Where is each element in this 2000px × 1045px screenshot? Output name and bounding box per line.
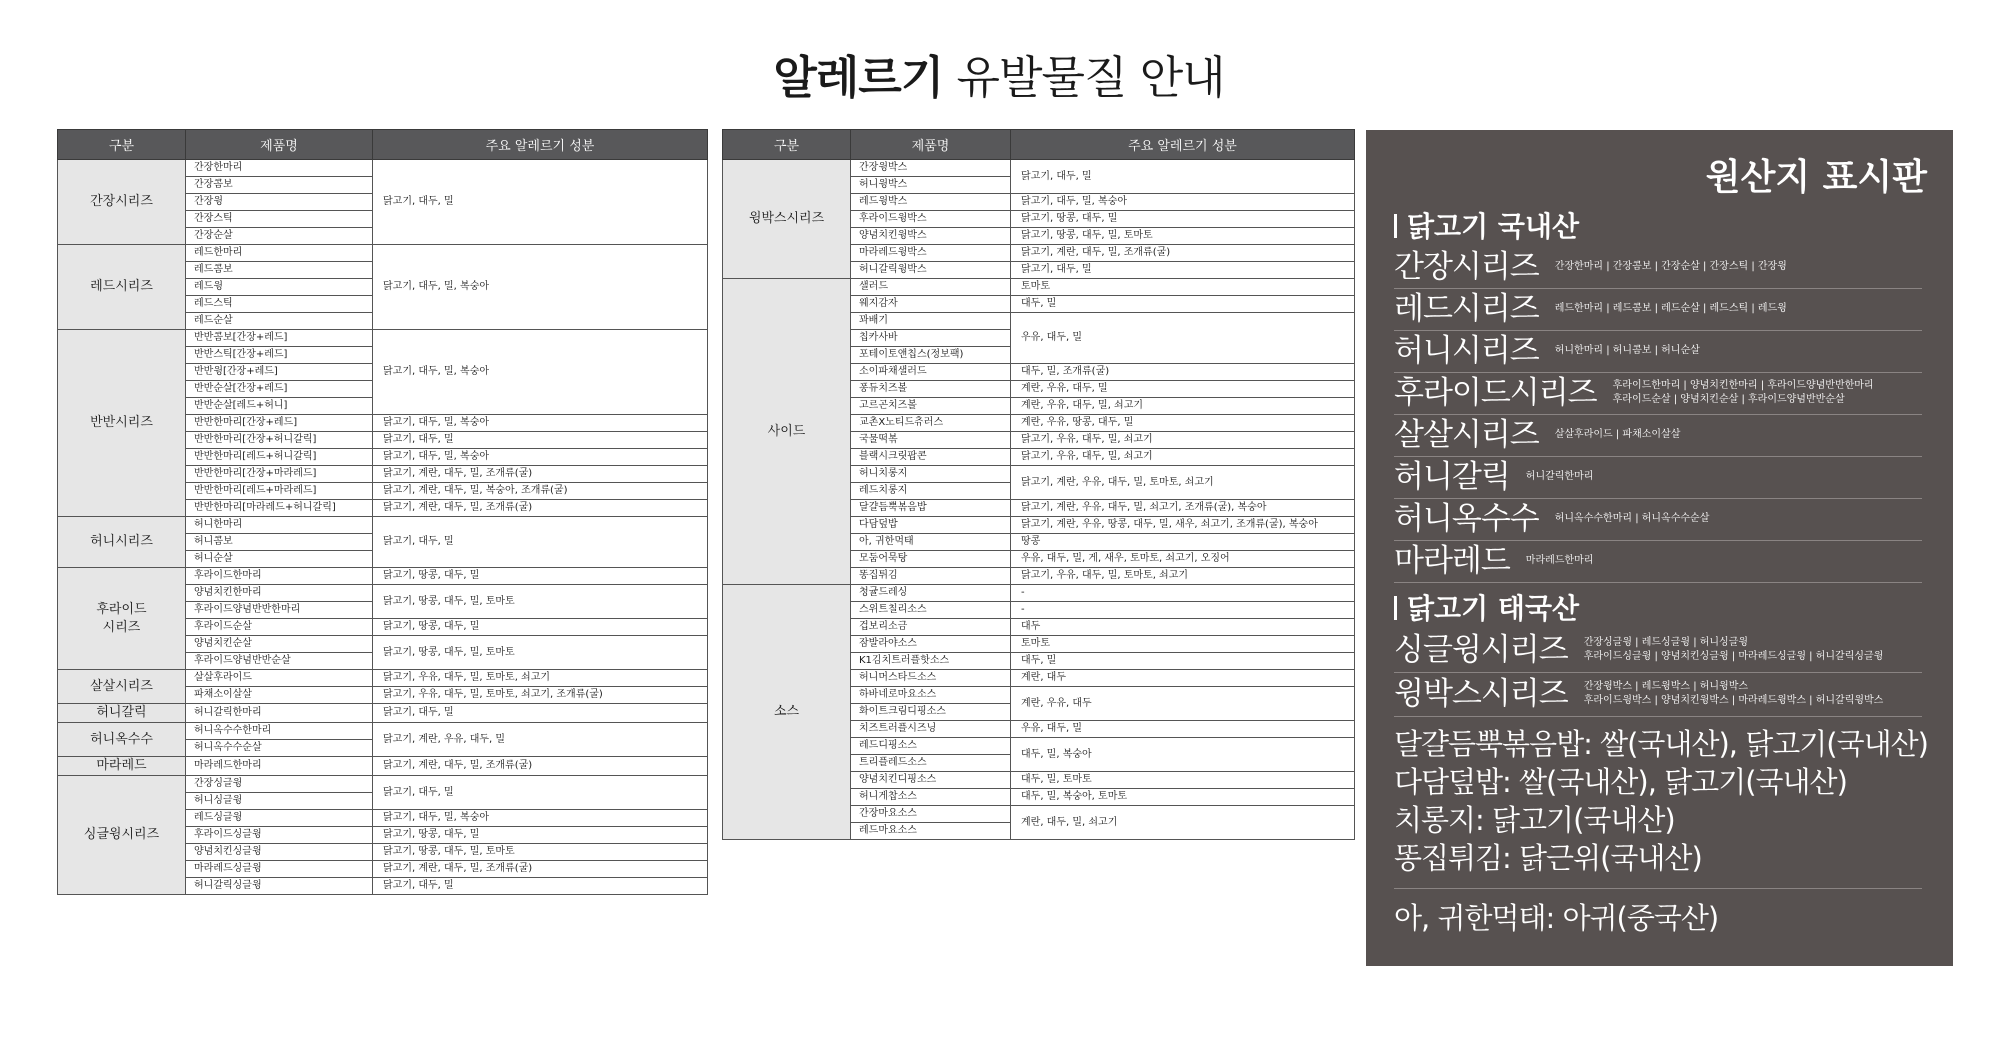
- allergen-cell: 토마토: [1011, 279, 1355, 296]
- allergen-cell: 닭고기, 우유, 대두, 밀, 쇠고기: [1011, 432, 1355, 449]
- product-cell: 반반한마리[레드+마라레드]: [186, 483, 373, 500]
- product-cell: 꽈배기: [851, 313, 1011, 330]
- origin-row: [1394, 414, 1922, 457]
- origin-series-items: [1555, 302, 1787, 316]
- origin-series-items: [1613, 379, 1874, 407]
- table-header-row: [723, 130, 1355, 160]
- allergen-cell: 대두: [1011, 619, 1355, 636]
- category-cell: 간장시리즈: [58, 160, 186, 245]
- origin-panel: [1366, 130, 1953, 966]
- product-cell: 허니옥수수순살: [186, 740, 373, 757]
- origin-row: [1394, 288, 1922, 331]
- product-cell: 레드스틱: [186, 296, 373, 313]
- origin-series-items: [1526, 554, 1594, 568]
- origin-series-name: 허니갈릭: [1394, 459, 1510, 495]
- product-cell: 모둠어묵탕: [851, 551, 1011, 568]
- product-cell: 후라이드양념반반한마리: [186, 602, 373, 619]
- table-row: [723, 160, 1355, 177]
- category-cell: 살살시리즈: [58, 670, 186, 704]
- origin-last-line: 아, 귀한먹태: 아귀(중국산): [1394, 901, 1719, 935]
- origin-series-name: 마라레드: [1394, 543, 1510, 579]
- product-cell: 살살후라이드: [186, 670, 373, 687]
- origin-item-line: 후라이드윙박스 | 양념치킨윙박스 | 마라레드윙박스 | 허니갈릭윙박스: [1583, 695, 1884, 706]
- header-allergen: 주요 알레르기 성분: [1011, 130, 1355, 160]
- header-product: 제품명: [851, 130, 1011, 160]
- origin-item-line: 후라이드한마리 | 양념치킨한마리 | 후라이드양념반반한마리: [1612, 380, 1874, 391]
- product-cell: 고르곤치즈볼: [851, 398, 1011, 415]
- allergen-cell: 닭고기, 우유, 대두, 밀, 쇠고기: [1011, 449, 1355, 466]
- product-cell: 허니콤보: [186, 534, 373, 551]
- allergen-cell: 닭고기, 땅콩, 대두, 밀: [373, 827, 708, 844]
- allergen-cell: 닭고기, 땅콩, 대두, 밀, 토마토: [373, 636, 708, 670]
- product-cell: 간장윙: [186, 194, 373, 211]
- category-cell: 마라레드: [58, 757, 186, 776]
- allergen-cell: 닭고기, 대두, 밀: [373, 878, 708, 895]
- header-product: 제품명: [186, 130, 373, 160]
- origin-series-name: 살살시리즈: [1394, 417, 1539, 453]
- category-cell: 사이드: [723, 279, 851, 585]
- allergen-cell: 닭고기, 땅콩, 대두, 밀: [373, 568, 708, 585]
- product-cell: 교촌X노티드츄러스: [851, 415, 1011, 432]
- product-cell: 겁보리소금: [851, 619, 1011, 636]
- origin-row: [1394, 540, 1922, 583]
- allergen-cell: 닭고기, 대두, 밀: [1011, 262, 1355, 279]
- product-cell: 허니순살: [186, 551, 373, 568]
- origin-item-line: 마라레드한마리: [1525, 555, 1594, 566]
- origin-series-name: 레드시리즈: [1394, 291, 1539, 327]
- table-row: [58, 704, 708, 723]
- origin-series-name: 싱글윙시리즈: [1394, 632, 1568, 668]
- product-cell: 후라이드싱글윙: [186, 827, 373, 844]
- product-cell: 트리플레드소스: [851, 755, 1011, 772]
- table-row: [58, 245, 708, 262]
- origin-item-line: 후라이드싱글윙 | 양념치킨싱글윙 | 마라레드싱글윙 | 허니갈릭싱글윙: [1583, 651, 1884, 662]
- allergen-cell: 닭고기, 땅콩, 대두, 밀, 토마토: [373, 585, 708, 619]
- allergen-cell: 우유, 대두, 밀: [1011, 721, 1355, 738]
- product-cell: 허니치롱지: [851, 466, 1011, 483]
- product-cell: 양념치킨디핑소스: [851, 772, 1011, 789]
- product-cell: 허니옥수수한마리: [186, 723, 373, 740]
- allergen-cell: 계란, 우유, 대두: [1011, 687, 1355, 721]
- product-cell: 스위트칠리소스: [851, 602, 1011, 619]
- product-cell: 간장싱글윙: [186, 776, 373, 793]
- product-cell: 블랙시크릿팝콘: [851, 449, 1011, 466]
- allergen-cell: 닭고기, 대두, 밀: [373, 517, 708, 568]
- origin-row: [1394, 246, 1922, 289]
- product-cell: 포테이토앤칩스(정보팩): [851, 347, 1011, 364]
- allergen-cell: 닭고기, 대두, 밀, 복숭아: [373, 330, 708, 415]
- allergen-cell: 닭고기, 대두, 밀, 복숭아: [373, 245, 708, 330]
- allergen-cell: 닭고기, 계란, 대두, 밀, 조개류(굴): [373, 466, 708, 483]
- product-cell: 반반한마리[간장+레드]: [186, 415, 373, 432]
- origin-series-items: [1555, 344, 1700, 358]
- category-cell: 반반시리즈: [58, 330, 186, 517]
- product-cell: 소이파채샐러드: [851, 364, 1011, 381]
- product-cell: 간장콤보: [186, 177, 373, 194]
- category-cell: 싱글윙시리즈: [58, 776, 186, 895]
- allergen-table-right: [722, 129, 1355, 840]
- origin-series-name: 윙박스시리즈: [1394, 676, 1568, 712]
- category-cell: 레드시리즈: [58, 245, 186, 330]
- origin-row: [1394, 672, 1922, 717]
- product-cell: 레드한마리: [186, 245, 373, 262]
- origin-item-line: 후라이드순살 | 양념치킨순살 | 후라이드양념반반순살: [1612, 394, 1845, 405]
- product-cell: 파채소이살살: [186, 687, 373, 704]
- allergen-cell: 닭고기, 대두, 밀, 복숭아: [1011, 194, 1355, 211]
- product-cell: 후라이드윙박스: [851, 211, 1011, 228]
- product-cell: 레드싱글윙: [186, 810, 373, 827]
- allergen-cell: 닭고기, 대두, 밀: [373, 160, 708, 245]
- origin-item-line: 간장윙박스 | 레드윙박스 | 허니윙박스: [1583, 681, 1749, 692]
- origin-series-name: 후라이드시리즈: [1394, 375, 1597, 411]
- product-cell: K1김치트러플핫소스: [851, 653, 1011, 670]
- allergen-cell: 닭고기, 대두, 밀, 복숭아: [373, 449, 708, 466]
- product-cell: 칩카사바: [851, 330, 1011, 347]
- product-cell: 똥집튀김: [851, 568, 1011, 585]
- product-cell: 반반윙[간장+레드]: [186, 364, 373, 381]
- allergen-cell: 닭고기, 대두, 밀: [1011, 160, 1355, 194]
- allergen-cell: 대두, 밀, 복숭아: [1011, 738, 1355, 772]
- product-cell: 잠발라야소스: [851, 636, 1011, 653]
- origin-row: [1394, 372, 1922, 415]
- allergen-cell: 닭고기, 대두, 밀, 복숭아: [373, 415, 708, 432]
- product-cell: 허니갈릭윙박스: [851, 262, 1011, 279]
- product-cell: 아, 귀한먹태: [851, 534, 1011, 551]
- product-cell: 허니갈릭한마리: [186, 704, 373, 723]
- product-cell: 웨지감자: [851, 296, 1011, 313]
- category-cell: 허니옥수수: [58, 723, 186, 757]
- product-cell: 양념치킨싱글윙: [186, 844, 373, 861]
- origin-item-line: 간장싱글윙 | 레드싱글윙 | 허니싱글윙: [1583, 637, 1749, 648]
- product-cell: 반반순살[간장+레드]: [186, 381, 373, 398]
- origin-series-items: [1555, 512, 1710, 526]
- header-allergen: 주요 알레르기 성분: [373, 130, 708, 160]
- allergen-cell: 닭고기, 땅콩, 대두, 밀, 토마토: [373, 844, 708, 861]
- allergen-cell: 계란, 우유, 땅콩, 대두, 밀: [1011, 415, 1355, 432]
- allergen-cell: 닭고기, 계란, 대두, 밀, 복숭아, 조개류(굴): [373, 483, 708, 500]
- product-cell: 간장순살: [186, 228, 373, 245]
- product-cell: 양념치킨순살: [186, 636, 373, 653]
- origin-series-name: 허니옥수수: [1394, 501, 1539, 537]
- allergen-cell: 대두, 밀: [1011, 653, 1355, 670]
- section-thai-label: 닭고기 태국산: [1407, 592, 1580, 625]
- origin-row: [1394, 330, 1922, 373]
- origin-item-line: 살살후라이드 | 파채소이살살: [1554, 429, 1681, 440]
- allergen-cell: 땅콩: [1011, 534, 1355, 551]
- product-cell: 청귤드레싱: [851, 585, 1011, 602]
- origin-line: 다담덮밥: 쌀(국내산), 닭고기(국내산): [1394, 765, 1847, 799]
- allergen-cell: 닭고기, 대두, 밀: [373, 432, 708, 449]
- product-cell: 레드윙박스: [851, 194, 1011, 211]
- origin-row: [1394, 456, 1922, 499]
- allergen-cell: 계란, 대두, 밀, 쇠고기: [1011, 806, 1355, 840]
- allergen-cell: 토마토: [1011, 636, 1355, 653]
- origin-line: 똥집튀김: 닭근위(국내산): [1394, 841, 1702, 875]
- product-cell: 반반순살[레드+허니]: [186, 398, 373, 415]
- allergen-cell: 대두, 밀, 조개류(굴): [1011, 364, 1355, 381]
- product-cell: 반반한마리[레드+허니갈릭]: [186, 449, 373, 466]
- allergen-cell: 닭고기, 우유, 대두, 밀, 토마토, 쇠고기: [1011, 568, 1355, 585]
- table-header-row: [58, 130, 708, 160]
- category-cell: 소스: [723, 585, 851, 840]
- allergen-cell: 계란, 우유, 대두, 밀, 쇠고기: [1011, 398, 1355, 415]
- table-row: [723, 279, 1355, 296]
- product-cell: 간장스틱: [186, 211, 373, 228]
- allergen-cell: -: [1011, 602, 1355, 619]
- product-cell: 샐러드: [851, 279, 1011, 296]
- product-cell: 허니싱글윙: [186, 793, 373, 810]
- allergen-cell: 닭고기, 땅콩, 대두, 밀: [1011, 211, 1355, 228]
- origin-series-items: [1584, 636, 1884, 664]
- origin-series-items: [1584, 680, 1884, 708]
- origin-line: 치롱지: 닭고기(국내산): [1394, 803, 1675, 837]
- product-cell: 양념치킨윙박스: [851, 228, 1011, 245]
- origin-series-items: [1526, 470, 1594, 484]
- page-title: [0, 48, 1998, 108]
- allergen-cell: 닭고기, 땅콩, 대두, 밀, 토마토: [1011, 228, 1355, 245]
- product-cell: 하바네로마요소스: [851, 687, 1011, 704]
- category-cell: 허니시리즈: [58, 517, 186, 568]
- origin-series-name: 허니시리즈: [1394, 333, 1539, 369]
- allergen-cell: 닭고기, 계란, 우유, 대두, 밀: [373, 723, 708, 757]
- product-cell: 레드콤보: [186, 262, 373, 279]
- product-cell: 허니게찹소스: [851, 789, 1011, 806]
- origin-item-line: 레드한마리 | 레드콤보 | 레드순살 | 레드스틱 | 레드윙: [1554, 303, 1787, 314]
- product-cell: 달걀듬뿍볶음밥: [851, 500, 1011, 517]
- allergen-cell: -: [1011, 585, 1355, 602]
- origin-row: [1394, 628, 1922, 673]
- header-category: 구분: [58, 130, 186, 160]
- product-cell: 반반스틱[간장+레드]: [186, 347, 373, 364]
- product-cell: 양념치킨한마리: [186, 585, 373, 602]
- allergen-cell: 우유, 대두, 밀, 게, 새우, 토마토, 쇠고기, 오징어: [1011, 551, 1355, 568]
- allergen-cell: 계란, 우유, 대두, 밀: [1011, 381, 1355, 398]
- allergen-cell: 대두, 밀, 복숭아, 토마토: [1011, 789, 1355, 806]
- allergen-cell: 닭고기, 계란, 우유, 대두, 밀, 쇠고기, 조개류(굴), 복숭아: [1011, 500, 1355, 517]
- origin-item-line: 허니옥수수한마리 | 허니옥수수순살: [1554, 513, 1710, 524]
- product-cell: 반반콤보[간장+레드]: [186, 330, 373, 347]
- allergen-cell: 대두, 밀: [1011, 296, 1355, 313]
- header-category: 구분: [723, 130, 851, 160]
- product-cell: 마라레드한마리: [186, 757, 373, 776]
- section-domestic-label: 닭고기 국내산: [1407, 210, 1580, 243]
- allergen-table-left: [57, 129, 708, 895]
- section-domestic: [1394, 210, 1579, 244]
- product-cell: 간장윙박스: [851, 160, 1011, 177]
- category-cell: 후라이드 시리즈: [58, 568, 186, 670]
- allergen-cell: 우유, 대두, 밀: [1011, 313, 1355, 364]
- allergen-cell: 닭고기, 계란, 우유, 땅콩, 대두, 밀, 새우, 쇠고기, 조개류(굴), 복숭아: [1011, 517, 1355, 534]
- origin-series-items: [1555, 260, 1787, 274]
- category-cell: 허니갈릭: [58, 704, 186, 723]
- product-cell: 허니윙박스: [851, 177, 1011, 194]
- product-cell: 간장한마리: [186, 160, 373, 177]
- table-row: [58, 330, 708, 347]
- origin-series-name: 간장시리즈: [1394, 249, 1539, 285]
- product-cell: 다담덮밥: [851, 517, 1011, 534]
- table-row: [58, 670, 708, 687]
- allergen-cell: 닭고기, 대두, 밀: [373, 704, 708, 723]
- table-row: [58, 776, 708, 793]
- allergen-cell: 닭고기, 땅콩, 대두, 밀: [373, 619, 708, 636]
- allergen-cell: 닭고기, 우유, 대두, 밀, 토마토, 쇠고기, 조개류(굴): [373, 687, 708, 704]
- product-cell: 후라이드한마리: [186, 568, 373, 585]
- origin-item-line: 간장한마리 | 간장콤보 | 간장순살 | 간장스틱 | 간장윙: [1554, 261, 1787, 272]
- allergen-cell: 계란, 대두: [1011, 670, 1355, 687]
- section-thai: [1394, 592, 1579, 626]
- product-cell: 후라이드순살: [186, 619, 373, 636]
- product-cell: 레드마요소스: [851, 823, 1011, 840]
- product-cell: 국물떡볶: [851, 432, 1011, 449]
- origin-line: 달걀듬뿍볶음밥: 쌀(국내산), 닭고기(국내산): [1394, 727, 1928, 761]
- origin-item-line: 허니한마리 | 허니콤보 | 허니순살: [1554, 345, 1700, 356]
- product-cell: 치즈트러플시즈닝: [851, 721, 1011, 738]
- product-cell: 레드윙: [186, 279, 373, 296]
- table-row: [58, 568, 708, 585]
- product-cell: 마라레드윙박스: [851, 245, 1011, 262]
- product-cell: 허니갈릭싱글윙: [186, 878, 373, 895]
- product-cell: 반반한마리[간장+허니갈릭]: [186, 432, 373, 449]
- allergen-cell: 닭고기, 계란, 대두, 밀, 조개류(굴): [1011, 245, 1355, 262]
- divider: [1394, 888, 1922, 889]
- product-cell: 반반한마리[마라레드+허니갈릭]: [186, 500, 373, 517]
- product-cell: 간장마요소스: [851, 806, 1011, 823]
- table-row: [58, 757, 708, 776]
- product-cell: 화이트크림디핑소스: [851, 704, 1011, 721]
- product-cell: 마라레드싱글윙: [186, 861, 373, 878]
- allergen-cell: 닭고기, 계란, 대두, 밀, 조개류(굴): [373, 500, 708, 517]
- product-cell: 허니머스타드소스: [851, 670, 1011, 687]
- table-row: [58, 723, 708, 740]
- origin-title: 원산지 표시판: [1705, 157, 1927, 198]
- allergen-cell: 닭고기, 계란, 우유, 대두, 밀, 토마토, 쇠고기: [1011, 466, 1355, 500]
- product-cell: 레드치롱지: [851, 483, 1011, 500]
- table-row: [58, 160, 708, 177]
- table-row: [723, 585, 1355, 602]
- product-cell: 레드디핑소스: [851, 738, 1011, 755]
- allergen-cell: 닭고기, 우유, 대두, 밀, 토마토, 쇠고기: [373, 670, 708, 687]
- category-cell: 윙박스시리즈: [723, 160, 851, 279]
- allergen-cell: 닭고기, 대두, 밀: [373, 776, 708, 810]
- allergen-cell: 대두, 밀, 토마토: [1011, 772, 1355, 789]
- allergen-cell: 닭고기, 대두, 밀, 복숭아: [373, 810, 708, 827]
- allergen-cell: 닭고기, 계란, 대두, 밀, 조개류(굴): [373, 757, 708, 776]
- product-cell: 후라이드양념반반순살: [186, 653, 373, 670]
- title-bold: 알레르기: [773, 51, 944, 104]
- origin-series-items: [1555, 428, 1681, 442]
- title-normal: 유발물질 안내: [956, 51, 1225, 104]
- product-cell: 레드순살: [186, 313, 373, 330]
- origin-item-line: 허니갈릭한마리: [1525, 471, 1594, 482]
- product-cell: 퐁듀치즈볼: [851, 381, 1011, 398]
- allergen-cell: 닭고기, 계란, 대두, 밀, 조개류(굴): [373, 861, 708, 878]
- origin-row: [1394, 498, 1922, 541]
- product-cell: 반반한마리[간장+마라레드]: [186, 466, 373, 483]
- product-cell: 허니한마리: [186, 517, 373, 534]
- table-row: [58, 517, 708, 534]
